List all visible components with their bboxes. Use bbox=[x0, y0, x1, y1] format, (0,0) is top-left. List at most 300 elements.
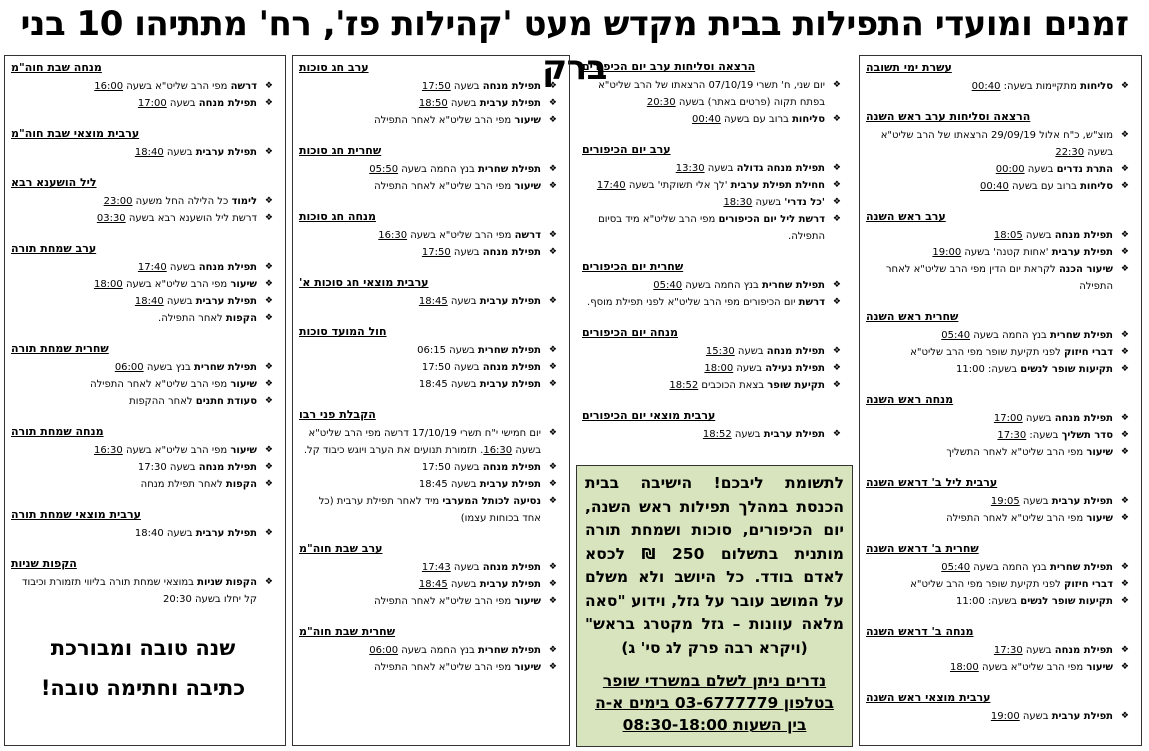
item-label: שיעור bbox=[230, 445, 257, 456]
schedule-item bbox=[866, 444, 1131, 461]
schedule-item bbox=[866, 344, 1131, 361]
item-label: התרת נדרים bbox=[1056, 164, 1113, 175]
item-label: תפילת מנחה bbox=[482, 562, 541, 573]
greeting-line-1: שנה טובה ומבורכת bbox=[50, 636, 236, 660]
schedule-list bbox=[866, 227, 1131, 295]
item-label: נסיעה לכותל המערבי bbox=[442, 496, 541, 507]
section-title: חול המועד סוכות bbox=[299, 325, 387, 338]
schedule-item bbox=[582, 211, 843, 245]
item-label: תפילת נעילה bbox=[765, 363, 825, 374]
section-title: הרצאה וסליחות ערב יום הכיפורים bbox=[582, 60, 756, 73]
item-text: בצאת הכוכבים bbox=[698, 380, 765, 391]
schedule-section bbox=[299, 624, 559, 676]
item-text: לפני תקיעת שופר מפי הרב שליט"א bbox=[910, 579, 1061, 590]
schedule-section bbox=[11, 126, 275, 161]
schedule-item bbox=[299, 227, 559, 244]
schedule-item bbox=[11, 310, 275, 327]
schedule-list bbox=[299, 227, 559, 261]
item-label: דברי חיזוק bbox=[1063, 579, 1113, 590]
item-label: דרשה bbox=[230, 81, 257, 92]
item-time: 23:00 bbox=[103, 196, 133, 207]
item-time: 00:40 bbox=[971, 81, 1001, 92]
schedule-item bbox=[299, 459, 559, 476]
schedule-list bbox=[299, 559, 559, 610]
schedule-item bbox=[866, 127, 1131, 161]
schedule-item bbox=[866, 642, 1131, 659]
schedule-section bbox=[299, 275, 559, 310]
item-time: 17:50 bbox=[421, 247, 451, 258]
item-text: בשעה bbox=[166, 262, 196, 273]
schedule-item bbox=[11, 376, 275, 393]
item-label: חחילת תפילת ערבית bbox=[730, 180, 825, 191]
item-text: לקראת יום הדין מפי הרב שליט"א לאחר התפילה bbox=[885, 264, 1113, 292]
item-label: דרשת ליל יום הכיפורים bbox=[718, 214, 825, 225]
section-title: ערבית ליל ב' דראש השנה bbox=[866, 476, 998, 489]
item-text: מפי הרב שליט"א לאחר התפילה bbox=[374, 662, 512, 673]
item-text: בשעה bbox=[1024, 164, 1054, 175]
section-title: עשרת ימי תשובה bbox=[866, 61, 952, 74]
schedule-item bbox=[582, 177, 843, 194]
item-text: בשעה bbox=[1019, 496, 1049, 507]
schedule-section bbox=[866, 209, 1131, 295]
greeting-line-2: כתיבה וחתימה טובה! bbox=[40, 676, 246, 700]
item-time: 18:00 bbox=[949, 662, 979, 673]
item-text: מיד לאחר תפילת ערבית (כל אחד בכוחות עצמו) bbox=[318, 496, 541, 524]
item-time: 18:05 bbox=[993, 230, 1023, 241]
item-label: הקפות שניות bbox=[197, 577, 257, 588]
schedule-section bbox=[866, 60, 1131, 95]
item-time: 19:00 bbox=[990, 711, 1020, 722]
schedule-list bbox=[866, 642, 1131, 676]
schedule-item bbox=[11, 193, 275, 210]
section-title: שחרית ב' דראש השנה bbox=[866, 542, 979, 555]
item-time: 18:00 bbox=[93, 279, 123, 290]
item-time: 00:00 bbox=[995, 164, 1025, 175]
item-label: תפילת ערבית bbox=[479, 379, 541, 390]
schedule-item bbox=[866, 178, 1131, 195]
item-label: לימוד bbox=[231, 196, 257, 207]
item-label: תפילת מנחה bbox=[1054, 645, 1113, 656]
schedule-item bbox=[11, 293, 275, 310]
item-text: לאחר התפילה. bbox=[158, 313, 223, 324]
section-title: ערבית מוצאי שבת חוה"מ bbox=[11, 127, 140, 140]
item-text: בנץ החמה בשעה bbox=[970, 330, 1047, 341]
item-time: 05:40 bbox=[941, 562, 971, 573]
schedule-section bbox=[866, 541, 1131, 610]
item-time: 00:40 bbox=[692, 114, 721, 125]
item-time: 19:05 bbox=[990, 496, 1020, 507]
schedule-item bbox=[299, 642, 559, 659]
item-label: תפילת ערבית bbox=[195, 296, 257, 307]
item-time: 17:40 bbox=[596, 180, 626, 191]
item-time: 18:52 bbox=[669, 380, 699, 391]
schedule-item bbox=[582, 360, 843, 377]
schedule-section bbox=[299, 407, 559, 527]
section-title: מנחה יום הכיפורים bbox=[582, 326, 678, 339]
item-text: בשעה bbox=[733, 363, 763, 374]
item-label: תקיעות שופר לנשים bbox=[1020, 596, 1113, 607]
item-time: 16:30 bbox=[93, 445, 123, 456]
item-time: 06:00 bbox=[369, 645, 399, 656]
item-text: בשעה bbox=[163, 296, 193, 307]
section-title: הרצאה וסליחות ערב ראש השנה bbox=[866, 110, 1031, 123]
schedule-list bbox=[11, 144, 275, 161]
item-time: 05:50 bbox=[369, 164, 399, 175]
item-label: תפילת ערבית bbox=[1051, 247, 1113, 258]
schedule-item bbox=[11, 442, 275, 459]
schedule-item bbox=[299, 593, 559, 610]
item-text: בשעה: 11:00 bbox=[956, 364, 1018, 375]
item-label: תפילת שחרית bbox=[478, 345, 541, 356]
item-label: סליחות bbox=[792, 114, 825, 125]
item-time: 13:30 bbox=[675, 163, 705, 174]
schedule-item bbox=[11, 393, 275, 410]
section-title: ערבית מוצאי יום הכיפורים bbox=[582, 409, 716, 422]
item-time: 17:40 bbox=[137, 262, 167, 273]
item-label: תפילת שחרית bbox=[762, 280, 825, 291]
item-label: תפילת שחרית bbox=[194, 362, 257, 373]
item-label: תפילת ערבית bbox=[195, 528, 257, 539]
schedule-item bbox=[11, 574, 275, 608]
item-label: הקפות bbox=[225, 313, 257, 324]
item-text: בשעה bbox=[447, 579, 477, 590]
item-text: בשעה: bbox=[1026, 430, 1059, 441]
schedule-list bbox=[866, 410, 1131, 461]
item-time: 22:30 bbox=[1055, 147, 1085, 158]
item-text: מפי הרב שליט"א לאחר התפילה bbox=[374, 596, 512, 607]
section-title: הקבלת פני רבו bbox=[299, 408, 376, 421]
item-text: ברוב עם בשעה bbox=[720, 114, 789, 125]
item-text: בשעה bbox=[1022, 230, 1052, 241]
item-time: 18:40 bbox=[134, 147, 164, 158]
schedule-item bbox=[582, 277, 843, 294]
item-time: 18:52 bbox=[702, 429, 732, 440]
item-text: בשעה 17:50 bbox=[421, 462, 480, 473]
section-title: מנחה ב' דראש השנה bbox=[866, 625, 974, 638]
item-time: 16:30 bbox=[483, 445, 513, 456]
item-time: 17:30 bbox=[997, 430, 1027, 441]
item-label: שיעור bbox=[1086, 447, 1113, 458]
schedule-list bbox=[299, 161, 559, 195]
item-time: 03:30 bbox=[96, 213, 126, 224]
section-title: ערבית מוצאי ראש השנה bbox=[866, 691, 991, 704]
schedule-section bbox=[582, 325, 843, 394]
item-text: בשעה bbox=[166, 98, 196, 109]
greeting bbox=[11, 628, 275, 708]
section-title: מנחה חג סוכות bbox=[299, 210, 376, 223]
item-text: בשעה bbox=[450, 247, 480, 258]
schedule-item bbox=[866, 227, 1131, 244]
section-title: ערבית מוצאי חג סוכות א' bbox=[299, 276, 429, 289]
schedule-item bbox=[866, 361, 1131, 378]
schedule-list bbox=[11, 78, 275, 112]
item-label: תפילת ערבית bbox=[479, 479, 541, 490]
item-label: תפילת שחרית bbox=[1050, 330, 1113, 341]
section-title: שחרית יום הכיפורים bbox=[582, 260, 684, 273]
schedule-section bbox=[582, 259, 843, 311]
item-time: 17:00 bbox=[993, 413, 1023, 424]
schedule-list bbox=[866, 559, 1131, 610]
schedule-section bbox=[11, 241, 275, 327]
item-time: 19:00 bbox=[932, 247, 962, 258]
schedule-item bbox=[299, 178, 559, 195]
item-time: 18:50 bbox=[418, 98, 448, 109]
item-text: בשעה bbox=[447, 98, 477, 109]
item-label: תפילת מנחה bbox=[198, 462, 257, 473]
item-time: 05:40 bbox=[653, 280, 683, 291]
schedule-section bbox=[866, 690, 1131, 725]
item-time: 05:40 bbox=[941, 330, 971, 341]
item-text: בנץ החמה בשעה bbox=[398, 164, 475, 175]
item-label: תפילת מנחה bbox=[198, 262, 257, 273]
schedule-item bbox=[299, 425, 559, 459]
item-text: בנץ בשעה bbox=[143, 362, 191, 373]
schedule-section bbox=[866, 392, 1131, 461]
schedule-section bbox=[11, 341, 275, 410]
item-time: 18:40 bbox=[134, 296, 164, 307]
schedule-item bbox=[299, 342, 559, 359]
schedule-item bbox=[299, 161, 559, 178]
schedule-section bbox=[299, 209, 559, 261]
schedule-column-4 bbox=[4, 55, 286, 746]
schedule-item bbox=[582, 194, 843, 211]
item-text: במוצאי שמחת תורה בליווי תזמורת וכיבוד קל יחלו בשעה 20:30 bbox=[22, 577, 257, 605]
item-text: 'לך אלי תשוקתי' בשעה bbox=[625, 180, 728, 191]
schedule-section bbox=[582, 142, 843, 245]
item-time: 16:30 bbox=[378, 230, 408, 241]
schedule-list bbox=[11, 359, 275, 410]
schedule-section bbox=[11, 556, 275, 608]
schedule-item bbox=[866, 78, 1131, 95]
item-label: שיעור bbox=[1086, 662, 1113, 673]
item-text: בנץ החמה בשעה bbox=[398, 645, 475, 656]
schedule-item bbox=[582, 343, 843, 360]
schedule-item bbox=[866, 593, 1131, 610]
item-label: תפילת שחרית bbox=[478, 645, 541, 656]
item-label: סעודת חתנים bbox=[195, 396, 257, 407]
notice-contact-line-1: נדרים ניתן לשלם במשרדי שופר bbox=[602, 672, 827, 690]
item-label: תקיעת שופר bbox=[767, 380, 825, 391]
schedule-list bbox=[582, 343, 843, 394]
schedule-list bbox=[866, 708, 1131, 725]
schedule-item bbox=[11, 259, 275, 276]
schedule-item bbox=[299, 559, 559, 576]
schedule-list bbox=[866, 493, 1131, 527]
schedule-item bbox=[866, 244, 1131, 261]
item-text: מפי הרב שליט"א לאחר התפילה bbox=[90, 379, 228, 390]
notice-text: לתשומת ליבכם! הישיבה בבית הכנסת במהלך תפילות ראש השנה, יום הכיפורים, סוכות ושמחת תורה מותנית בתשלום 250 ₪ לכסא לאדם בודד. כל היושב ולא משלם על המושב עובר על גזל, וידוע "סאה מלאה עוונות – גזל מקטרג בראש" (ויקרא רבה פרק לג סי' ג) bbox=[585, 474, 844, 657]
schedule-item bbox=[866, 427, 1131, 444]
schedule-item bbox=[866, 659, 1131, 676]
schedule-item bbox=[582, 111, 843, 128]
schedule-list bbox=[299, 425, 559, 527]
item-label: שיעור bbox=[230, 379, 257, 390]
schedule-item bbox=[299, 359, 559, 376]
item-time: 17:43 bbox=[421, 562, 451, 573]
schedule-item bbox=[11, 95, 275, 112]
schedule-list bbox=[299, 342, 559, 393]
schedule-item bbox=[11, 276, 275, 293]
schedule-section bbox=[582, 59, 843, 128]
item-label: דברי חיזוק bbox=[1063, 347, 1113, 358]
item-text: בשעה bbox=[1022, 645, 1052, 656]
item-time: 16:00 bbox=[94, 81, 124, 92]
schedule-list bbox=[11, 259, 275, 327]
item-text: בשעה bbox=[1019, 711, 1049, 722]
item-label: שיעור bbox=[514, 181, 541, 192]
item-text: לפני תקיעת שופר מפי הרב שליט"א bbox=[910, 347, 1061, 358]
item-text: מפי הרב שליט"א מיד בסיום התפילה. bbox=[598, 214, 825, 242]
item-label: שיעור bbox=[514, 662, 541, 673]
item-label: סליחות bbox=[1080, 181, 1113, 192]
schedule-item bbox=[11, 459, 275, 476]
schedule-item bbox=[866, 510, 1131, 527]
item-text: מפי הרב שליט"א לאחר התשליך bbox=[946, 447, 1084, 458]
schedule-list bbox=[11, 525, 275, 542]
item-time: 17:50 bbox=[421, 81, 451, 92]
item-label: תפילת מנחה bbox=[766, 346, 825, 357]
item-label: שיעור bbox=[514, 596, 541, 607]
item-time: 18:30 bbox=[723, 197, 753, 208]
item-text: יום הכיפורים מפי הרב שליט"א לפני תפילת מוסף. bbox=[587, 297, 796, 308]
page-title: זמנים ומועדי התפילות בבית מקדש מעט 'קהילות פז', רח' מתתיהו 10 בני ברק bbox=[20, 4, 1129, 88]
schedule-item bbox=[11, 78, 275, 95]
schedule-item bbox=[11, 210, 275, 227]
section-title: שחרית שבת חוה"מ bbox=[299, 625, 396, 638]
item-label: דרשת bbox=[798, 297, 825, 308]
item-label: תפילת שחרית bbox=[1050, 562, 1113, 573]
item-text: מפי הרב שליט"א בשעה bbox=[978, 662, 1084, 673]
item-text: מוצ"ש, כ"ח אלול 29/09/19 הרצאתו של הרב שליט"א בשעה bbox=[880, 130, 1113, 158]
item-label: שיעור הכנה bbox=[1058, 264, 1113, 275]
item-label: הקפות bbox=[225, 479, 257, 490]
section-title: מנחה שמחת תורה bbox=[11, 425, 104, 438]
item-text: בשעה 18:45 bbox=[418, 379, 477, 390]
section-title: ערב חג סוכות bbox=[299, 61, 369, 74]
schedule-list bbox=[582, 277, 843, 311]
item-label: תפילת ערבית bbox=[1051, 711, 1113, 722]
item-text: דרשת ליל הושענא רבא בשעה bbox=[125, 213, 257, 224]
schedule-column-1 bbox=[859, 55, 1142, 746]
item-time: 18:45 bbox=[418, 296, 448, 307]
item-text: מפי הרב שליט"א בשעה bbox=[122, 445, 228, 456]
item-text: מפי הרב שליט"א בשעה bbox=[407, 230, 512, 241]
notice-contact-line-3: בין השעות 08:30-18:00 bbox=[622, 716, 807, 734]
item-label: תפילת שחרית bbox=[478, 164, 541, 175]
item-text: יום חמישי י"ח תשרי 17/10/19 דרשה מפי הרב שליט"א בשעה bbox=[308, 428, 541, 456]
schedule-item bbox=[866, 559, 1131, 576]
schedule-list bbox=[866, 327, 1131, 378]
schedule-section bbox=[582, 408, 843, 443]
schedule-item bbox=[582, 377, 843, 394]
schedule-section bbox=[866, 475, 1131, 527]
section-title: ערב שמחת תורה bbox=[11, 242, 97, 255]
item-label: תפילת מנחה bbox=[482, 81, 541, 92]
item-text: בנץ החמה בשעה bbox=[682, 280, 759, 291]
item-label: תפילת מנחה bbox=[1054, 230, 1113, 241]
schedule-section bbox=[299, 324, 559, 393]
schedule-item bbox=[866, 708, 1131, 725]
schedule-item bbox=[582, 77, 843, 111]
section-title: הקפות שניות bbox=[11, 557, 77, 570]
schedule-section bbox=[866, 624, 1131, 676]
item-label: תפילת מנחה bbox=[482, 462, 541, 473]
schedule-list bbox=[11, 193, 275, 227]
schedule-item bbox=[866, 493, 1131, 510]
schedule-item bbox=[582, 294, 843, 311]
item-text: בשעה bbox=[752, 197, 782, 208]
schedule-section bbox=[11, 60, 275, 112]
section-title: ערב ראש השנה bbox=[866, 210, 946, 223]
schedule-column-3 bbox=[292, 55, 570, 746]
section-title: ערב שבת חוה"מ bbox=[299, 542, 383, 555]
item-text: בשעה 17:50 bbox=[421, 362, 480, 373]
item-label: תקיעות שופר לנשים bbox=[1020, 364, 1113, 375]
item-time: 17:30 bbox=[993, 645, 1023, 656]
item-label: תפילת מנחה גדולה bbox=[736, 163, 825, 174]
item-label: תפילת מנחה bbox=[1054, 413, 1113, 424]
item-label: תפילת מנחה bbox=[198, 98, 257, 109]
item-text: בשעה bbox=[163, 147, 193, 158]
schedule-list bbox=[11, 442, 275, 493]
item-text: בשעה bbox=[704, 163, 734, 174]
section-title: שחרית שמחת תורה bbox=[11, 342, 109, 355]
item-time: 15:30 bbox=[705, 346, 735, 357]
schedule-item bbox=[582, 426, 843, 443]
item-text: מתקיימות בשעה: bbox=[1000, 81, 1077, 92]
schedule-item bbox=[582, 160, 843, 177]
schedule-item bbox=[299, 576, 559, 593]
schedule-item bbox=[299, 293, 559, 310]
item-text: מפי הרב שליט"א לאחר התפילה bbox=[374, 115, 512, 126]
item-text: מפי הרב שליט"א לאחר התפילה bbox=[946, 513, 1084, 524]
item-label: תפילת ערבית bbox=[1051, 496, 1113, 507]
schedule-item bbox=[299, 112, 559, 129]
schedule-item bbox=[866, 161, 1131, 178]
schedule-list bbox=[582, 160, 843, 245]
item-time: 06:00 bbox=[114, 362, 144, 373]
item-label: תפילת ערבית bbox=[763, 429, 825, 440]
section-title: ערב יום הכיפורים bbox=[582, 143, 671, 156]
section-title: שחרית ראש השנה bbox=[866, 310, 959, 323]
item-text: בשעה bbox=[731, 429, 761, 440]
schedule-section bbox=[299, 60, 559, 129]
item-time: 18:45 bbox=[418, 579, 448, 590]
item-label: שיעור bbox=[230, 279, 257, 290]
item-text: ברוב עם בשעה bbox=[1008, 181, 1077, 192]
schedule-item bbox=[299, 476, 559, 493]
item-label: שיעור bbox=[1086, 513, 1113, 524]
item-text: מפי הרב שליט"א בשעה bbox=[123, 81, 228, 92]
schedule-item bbox=[299, 659, 559, 676]
item-time: 17:00 bbox=[137, 98, 167, 109]
item-text: בשעה 17:30 bbox=[137, 462, 196, 473]
schedule-item bbox=[299, 244, 559, 261]
schedule-item bbox=[866, 576, 1131, 593]
item-text: בשעה bbox=[1022, 413, 1052, 424]
notice-contact-line-2: בטלפון 03-6777779 בימים א-ה bbox=[595, 694, 834, 712]
item-text: כל הלילה החל משעה bbox=[132, 196, 229, 207]
schedule-item bbox=[866, 327, 1131, 344]
item-text: בשעה bbox=[734, 346, 764, 357]
item-text: בשעה bbox=[450, 562, 480, 573]
item-text: בשעה bbox=[447, 296, 477, 307]
schedule-item bbox=[11, 144, 275, 161]
schedule-section bbox=[11, 507, 275, 542]
item-text: בשעה 06:15 bbox=[417, 345, 475, 356]
schedule-list bbox=[299, 642, 559, 676]
section-title: ליל הושענא רבא bbox=[11, 176, 97, 189]
